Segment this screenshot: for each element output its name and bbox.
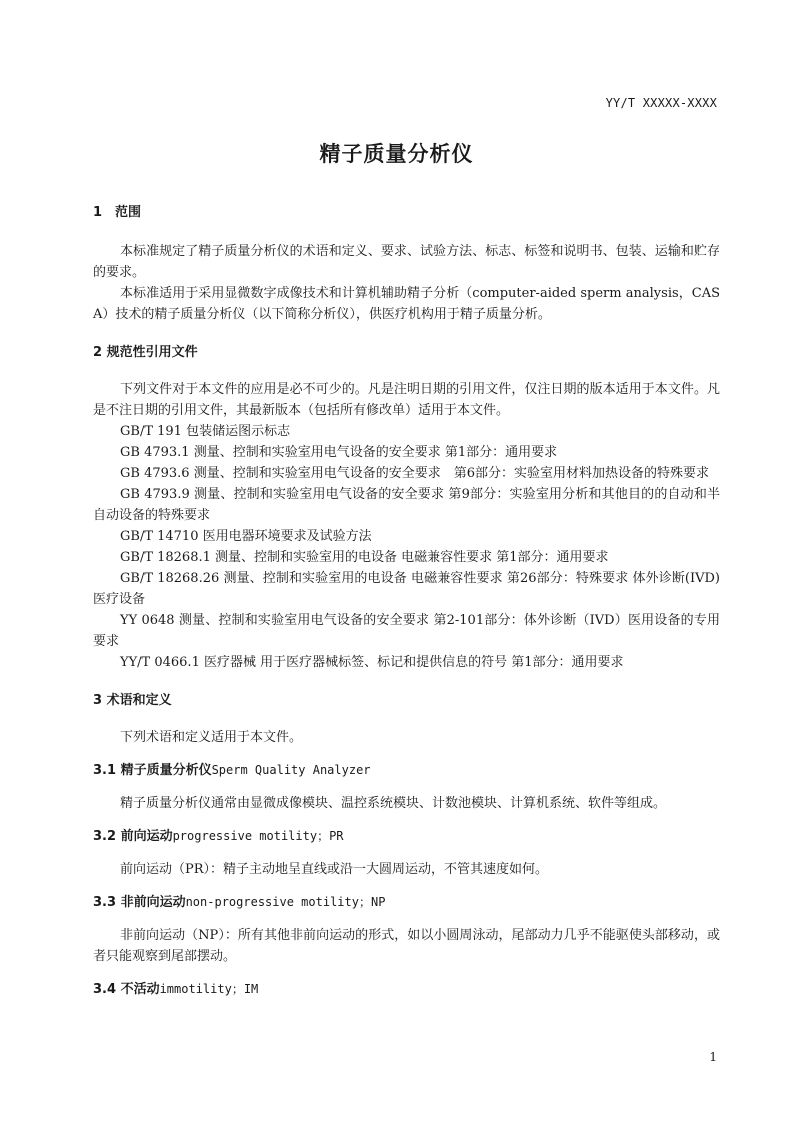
reference-item: GB 4793.1 测量、控制和实验室用电气设备的安全要求 第1部分：通用要求 <box>120 445 558 460</box>
term-definition-3-2: 前向运动（PR）：精子主动地呈直线或沿一大圆周运动，不管其速度如何。 <box>120 862 549 877</box>
term-cn: 精子质量分析仪 <box>120 763 212 778</box>
document-body <box>93 203 720 1012</box>
term-en: immotility；IM <box>159 982 259 996</box>
term-cn: 前向运动 <box>120 829 173 844</box>
term-cn: 不活动 <box>120 982 160 997</box>
term-heading-3-3 <box>93 892 720 913</box>
term-en: non-progressive motility；NP <box>185 895 386 909</box>
reference-item: GB 4793.9 测量、控制和实验室用电气设备的安全要求 第9部分：实验室用分析和其他目的的自动和半自动设备的特殊要求 <box>93 487 720 523</box>
term-number: 3.3 <box>93 895 121 910</box>
scope-paragraph-1: 本标准规定了精子质量分析仪的术语和定义、要求、试验方法、标志、标签和说明书、包装、运输和贮存的要求。 <box>93 244 720 280</box>
term-number: 3.2 <box>93 829 121 844</box>
reference-item: YY/T 0466.1 医疗器械 用于医疗器械标签、标记和提供信息的符号 第1部分：通用要求 <box>120 655 624 670</box>
term-definition-3-3: 非前向运动（NP）：所有其他非前向运动的形式，如以小圆周泳动，尾部动力几乎不能驱使头部移动，或者只能观察到尾部摆动。 <box>93 928 720 964</box>
reference-item: YY 0648 测量、控制和实验室用电气设备的安全要求 第2-101部分：体外诊断（IVD）医用设备的专用要求 <box>93 613 720 649</box>
scope-paragraph-2: 本标准适用于采用显微数字成像技术和计算机辅助精子分析（computer-aided sperm analysis，CASA）技术的精子质量分析仪（以下简称分析仪），供医疗机构用于精子质量分析。 <box>93 286 720 322</box>
term-heading-3-2 <box>93 826 720 847</box>
term-number: 3.4 <box>93 982 121 997</box>
section-heading-scope: 1 范围 <box>93 205 142 220</box>
term-en: progressive motility；PR <box>172 829 344 843</box>
term-number: 3.1 <box>93 763 121 778</box>
reference-item: GB/T 191 包装储运图示标志 <box>120 424 291 439</box>
page-title: 精子质量分析仪 <box>319 142 474 166</box>
references-intro: 下列文件对于本文件的应用是必不可少的。凡是注明日期的引用文件，仅注日期的版本适用于本文件。凡是不注日期的引用文件，其最新版本（包括所有修改单）适用于本文件。 <box>93 382 720 418</box>
reference-item: GB 4793.6 测量、控制和实验室用电气设备的安全要求 第6部分：实验室用材料加热设备的特殊要求 <box>120 466 709 481</box>
term-heading-3-4 <box>93 979 720 1000</box>
reference-item: GB/T 18268.26 测量、控制和实验室用的电设备 电磁兼容性要求 第26部分：特殊要求 体外诊断(IVD)医疗设备 <box>93 571 720 607</box>
standard-code: YY/T XXXXX-XXXX <box>605 96 717 110</box>
term-definition-3-1: 精子质量分析仪通常由显微成像模块、温控系统模块、计数池模块、计算机系统、软件等组成。 <box>120 796 667 811</box>
reference-item: GB/T 14710 医用电器环境要求及试验方法 <box>120 529 372 544</box>
section-heading-references: 2 规范性引用文件 <box>93 345 198 360</box>
section-heading-terms: 3 术语和定义 <box>93 693 172 708</box>
term-en: Sperm Quality Analyzer <box>211 763 371 777</box>
page-number: 1 <box>709 1050 717 1064</box>
term-heading-3-1 <box>93 760 720 781</box>
terms-intro: 下列术语和定义适用于本文件。 <box>120 730 303 745</box>
term-cn: 非前向运动 <box>120 895 186 910</box>
reference-item: GB/T 18268.1 测量、控制和实验室用的电设备 电磁兼容性要求 第1部分：通用要求 <box>120 550 609 565</box>
